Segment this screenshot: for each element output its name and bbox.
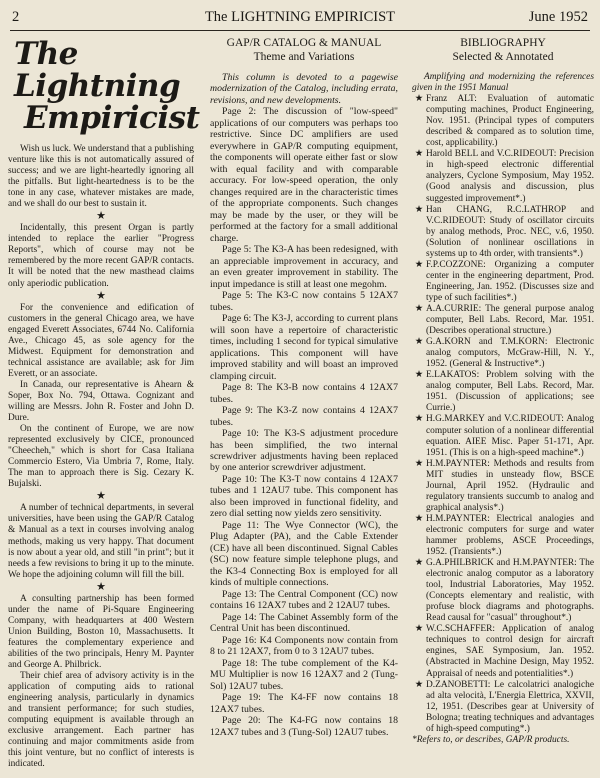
catalog-entry: Page 6: The K3-J, according to current plans will soon have a repertoire of characteristic times, including 1 second for typical simulative applications. This component will have improved stability and will boast an improved clamping circuit.: [210, 313, 398, 382]
bibliography-entry-text: G.A.KORN and T.M.KORN: Electronic analog computors, McGraw-Hill, N. Y., 1952. (General & Instructive*.): [426, 337, 594, 370]
catalog-intro: This column is devoted to a pagewise modernization of the Catalog, including errata, revisions, and new developments.: [210, 72, 398, 106]
bibliography-entry: [412, 370, 594, 414]
star-divider: ★: [96, 580, 106, 593]
catalog-entry: Page 19: The K4-FF now contains 18 12AX7 tubes.: [210, 692, 398, 715]
bibliography-entry-text: D.ZANOBETTI: Le calcolatrici analogiche ad alta velocità, L'Energia Elettrica, XXVII, 12, 1951. (Describes gear at University of Bologna; treating techniques and advantages of high-speed computing*.): [426, 679, 594, 734]
editorial-paragraph: In Canada, our representative is Ahearn & Soper, Box No. 794, Ottawa. Cognizant and willing are Messrs. John R. Foster and John D. Dure.: [8, 379, 194, 424]
catalog-entry: Page 18: The tube complement of the K4-MU Multiplier is now 16 12AX7 and 2 (Tung-Sol) 12AU7 tubes.: [210, 657, 398, 692]
catalog-entry: Page 5: The K3-C now contains 5 12AX7 tubes.: [210, 290, 398, 313]
editorial-paragraph: A consulting partnership has been formed under the name of Pi-Square Engineering Company, with headquarters at 400 Western Union Building, Boston 10, Massachusetts. It features the complementary experience and abilities of the two principals, Henry M. Paynter and George A. Philbrick.: [8, 593, 194, 670]
bibliography-entry-text: Han CHANG, R.C.LATHROP and V.C.RIDEOUT: Study of oscillator circuits by analog methods, Proc. NEC, v.6, 1950. (Solution of nonlinear oscillations in systems up to 4th order, with transients*.): [426, 204, 594, 259]
star-bullet: ★: [414, 303, 424, 314]
star-bullet: ★: [414, 679, 424, 690]
star-bullet: ★: [414, 624, 424, 635]
bibliography-entry-text: Franz ALT: Evaluation of automatic computing machines, Product Engineering, Nov. 1951. (Principal types of computers described & compared as to solution time, cost, applicability.): [426, 94, 594, 149]
star-divider: ★: [96, 289, 106, 302]
catalog-entry: Page 11: The Wye Connector (WC), the Plug Adapter (PA), and the Cable Extender (CE) have all been discontinued. Signal Cables (SC) now feature simple telephone plugs, and the K3-4 Connecting Box is employed for all kinds of multiple connections.: [210, 519, 398, 589]
bibliography-entry: [412, 337, 594, 370]
bibliography-entry: [412, 205, 594, 260]
editorial-paragraph: On the continent of Europe, we are now represented exclusively by CICE, pronounced "Cheecheh," which is short for Casa Italiana Commercio Estero, Via Umbria 7, Rome, Italy. The man to approach there is Sig. Cezary K. Bujalski.: [8, 424, 194, 490]
masthead-line-1: The Lightning: [14, 36, 181, 104]
bibliography-entry: [412, 680, 594, 735]
catalog-entry: Page 16: K4 Components now contain from 8 to 21 12AX7, from 0 to 3 12AU7 tubes.: [210, 634, 398, 658]
page-number: 2: [12, 9, 20, 25]
catalog-heading-title: GAP/R CATALOG & MANUAL: [226, 37, 382, 49]
bibliography-footnote: *Refers to, or describes, GAP/R products.: [412, 734, 570, 745]
bibliography-entry-text: F.P.COZZONE: Organizing a computer center in the engineering department, Prod. Engineering, Jan. 1952. (Discusses size and type of such facilities*.): [426, 259, 594, 303]
masthead: [14, 36, 200, 136]
bibliography-heading-title: BIBLIOGRAPHY: [460, 37, 546, 49]
catalog-entry: Page 20: The K4-FG now contains 18 12AX7 tubes and 3 (Tung-Sol) 12AU7 tubes.: [210, 715, 398, 738]
catalog-entry: Page 9: The K3-Z now contains 4 12AX7 tubes.: [210, 405, 398, 428]
star-bullet: ★: [414, 94, 424, 105]
bibliography-entry: [412, 260, 594, 304]
editorial-paragraph: Incidentally, this present Organ is partly intended to replace the earlier "Progress Reports", which of course may not be remembered by the more recent GAP/R contacts. It will be noted that the new masthead claims only aperiodic publication.: [8, 223, 194, 289]
bibliography-entry: [412, 459, 594, 514]
bibliography-entry-text: G.A.PHILBRICK and H.M.PAYNTER: The electronic analog computor as a laboratory tool, Industrial Laboratories, May 1952. (Concepts elementary and realistic, with profuse block diagrams and photographs. Read causal for "casual" throughout*.): [426, 558, 594, 624]
column-catalog: [210, 36, 398, 738]
bibliography-entry: [412, 414, 594, 458]
catalog-entry: Page 13: The Central Component (CC) now contains 16 12AX7 tubes and 2 12AU7 tubes.: [210, 588, 398, 612]
star-bullet: ★: [414, 259, 424, 270]
star-bullet: ★: [414, 149, 424, 160]
star-bullet: ★: [414, 370, 424, 381]
catalog-entry: Page 5: The K3-A has been redesigned, with an appreciable improvement in accuracy, and an even greater improvement in stability. The input impedance is still at least one megohm.: [210, 244, 398, 290]
catalog-entry: Page 10: The K3-S adjustment procedure has been simplified, the two internal screwdriver adjustments having been replaced by one anterior screwdriver adjustment.: [210, 428, 398, 474]
bibliography-entry-text: A.A.CURRIE: The general purpose analog computer, Bell Labs. Record, Mar. 1951. (Describes operational structure.): [426, 303, 594, 337]
star-bullet: ★: [414, 513, 424, 524]
catalog-entry: Page 2: The discussion of "low-speed" applications of our computers was perhaps too restrictive. Since DC amplifiers are used everywhere in GAP/R computing equipment, the components will operate either fast or slow with equal facility and with comparable accuracy. For low-speed operation, the only changes required are in the characteristic times of the appropriate components. Such changes may be made by the user, or they will be performed at the factory for a small additional charge.: [210, 106, 398, 244]
catalog-heading-subtitle: Theme and Variations: [253, 51, 355, 63]
bibliography-entry-text: H.M.PAYNTER: Methods and results from MIT studies in unsteady flow, BSCE Journal, April 1952. (Hydraulic and regulatory transients succumb to analog and graphical analysis*.): [426, 458, 594, 513]
editorial-paragraph: Wish us luck. We understand that a publishing venture like this is not automatically assured of success; and we are light-heartedly ignoring all the pitfalls. But light-heartedness is to be the tone in any case, whatever mistakes are made, and we shall do our best to sustain it.: [8, 144, 194, 210]
bibliography-entry: [412, 149, 594, 204]
star-bullet: ★: [414, 204, 424, 215]
bibliography-entry-text: Harold BELL and V.C.RIDEOUT: Precision in high-speed electronic differential analyzers, Cyclone Symposium, May 1952. (Good analysis and discussion, plus suggested improvement*.): [426, 149, 594, 204]
bibliography-entry: [412, 514, 594, 558]
catalog-entry: Page 8: The K3-B now contains 4 12AX7 tubes.: [210, 382, 398, 405]
star-bullet: ★: [414, 458, 424, 469]
bibliography-entry-text: H.G.MARKEY and V.C.RIDEOUT: Analog computer solution of a nonlinear differential equation. AIEE Misc. Paper 51-171, Apr. 1951. (This is on a high-speed machine*.): [426, 414, 594, 458]
bibliography-heading: [412, 36, 594, 64]
star-bullet: ★: [414, 337, 424, 348]
bibliography-entry: [412, 558, 594, 624]
bibliography-entry-text: E.LAKATOS: Problem solving with the analog computer, Bell Labs. Record, Mar. 1951. (Discussion of applications; see Currie.): [426, 370, 594, 414]
column-editorial: [8, 36, 200, 770]
star-divider: ★: [96, 490, 106, 503]
editorial-paragraph: Their chief area of advisory activity is in the application of computing aids to rational engineering analysis, particularly in dynamics and transient performance; for such studies, computing equipment is available through an exclusive arrangement. Each partner has continuing and major commitments aside from this joint venture, but no conflict of interests is indicated.: [8, 671, 194, 770]
bibliography-entry: [412, 624, 594, 679]
bibliography-entry: [412, 304, 594, 337]
catalog-heading: [210, 36, 398, 64]
star-divider: ★: [96, 210, 106, 223]
star-bullet: ★: [414, 414, 424, 425]
bibliography-intro: Amplifying and modernizing the references given in the 1951 Manual: [412, 72, 594, 94]
star-bullet: ★: [414, 558, 424, 569]
issue-date: June 1952: [528, 9, 588, 25]
editorial-paragraph: For the convenience and edification of customers in the general Chicago area, we have engaged Everett Associates, 6744 No. California Ave., Chicago 45, as sole agency for the Midwest. Equipment for demonstration and technical assistance are available; ask for Jim Everett, or an associate.: [8, 302, 194, 379]
column-bibliography: [412, 36, 594, 746]
bibliography-heading-subtitle: Selected & Annotated: [452, 51, 554, 63]
running-title: The LIGHTNING EMPIRICIST: [204, 9, 396, 25]
masthead-line-2: Empiricist: [24, 100, 200, 136]
bibliography-entry-text: W.C.SCHAFFER: Application of analog techniques to control design for aircraft engines, SAE Symposium, Jan. 1952. (Abstracted in Machine Design, May 1952. Appraisal of needs and potentialities*.): [426, 624, 594, 679]
editorial-paragraph: A number of technical departments, in several universities, have been using the GAP/R Catalog & Manual as a text in courses involving analog methods, making us very happy. That document is now about a year old, and still "in print"; but it needs a few revisions to bring it up to the minute. We hope the adjoining column will fill the bill.: [8, 503, 194, 580]
page-header: [10, 8, 590, 31]
catalog-entry: Page 10: The K3-T now contains 4 12AX7 tubes and 1 12AU7 tube. This component has also been improved in functional fidelity, and zero dial setting now yields zero sensitivity.: [210, 473, 398, 520]
bibliography-entry: [412, 94, 594, 149]
bibliography-entry-text: H.M.PAYNTER: Electrical analogies and electronic computers for surge and water hammer problems, ASCE Proceedings, 1952. (Transients*.): [426, 513, 594, 558]
catalog-entry: Page 14: The Cabinet Assembly form of the Central Unit has been discontinued.: [210, 611, 398, 635]
